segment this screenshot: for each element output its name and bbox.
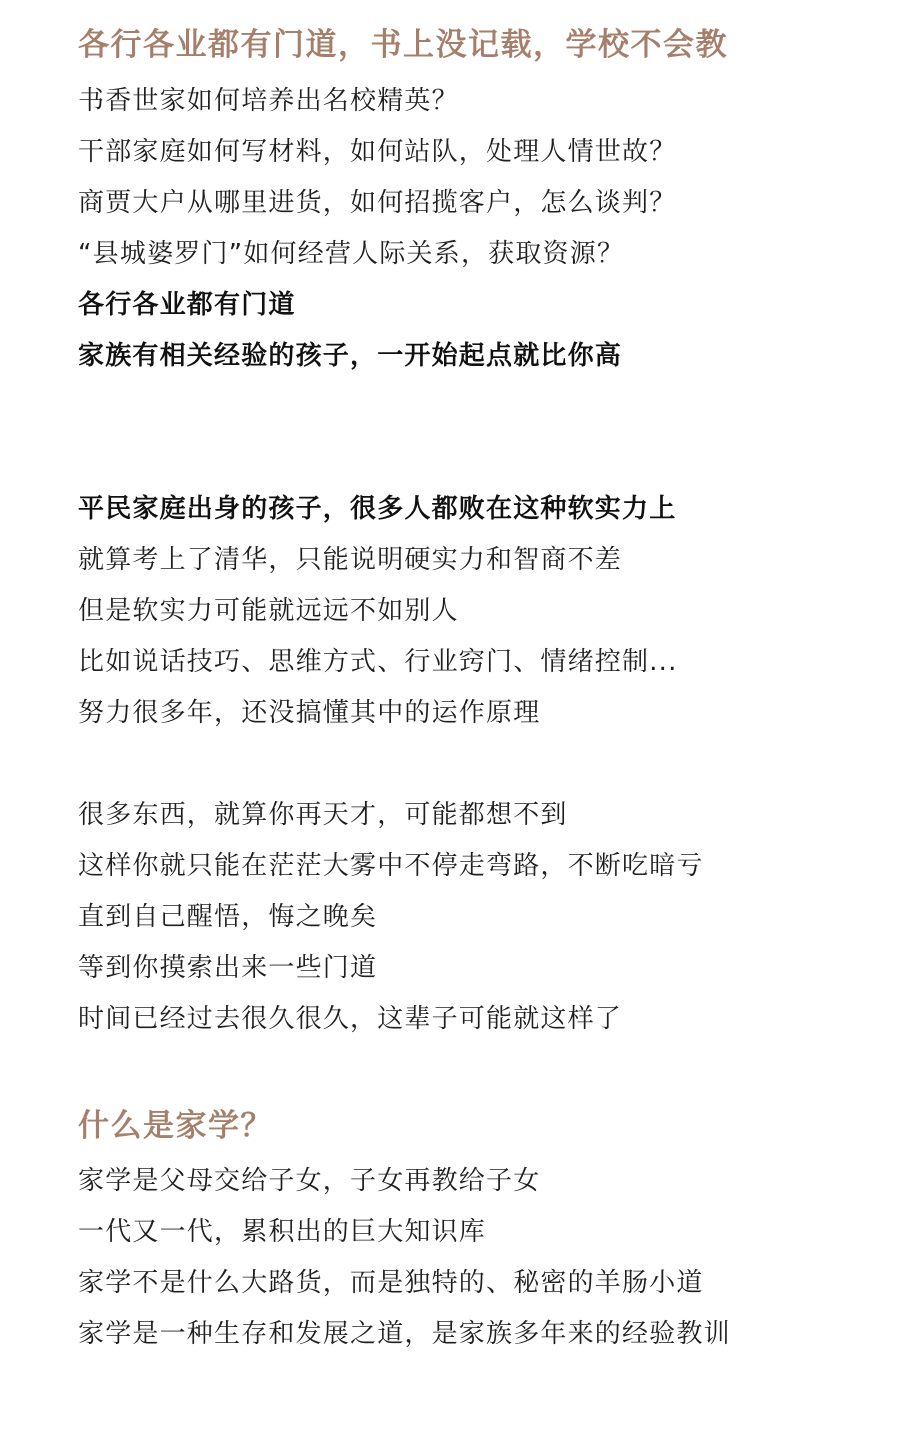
bold-text-line: 家族有相关经验的孩子，一开始起点就比你高 [78, 341, 623, 371]
bold-text-line: 平民家庭出身的孩子，很多人都败在这种软实力上 [78, 494, 677, 524]
text-line: 书香世家如何培养出名校精英？ [78, 86, 459, 116]
text-line: 比如说话技巧、思维方式、行业窍门、情绪控制... [78, 647, 678, 677]
text-line: 家学是父母交给子女，子女再教给子女 [78, 1166, 541, 1196]
text-line: 家学不是什么大路货，而是独特的、秘密的羊肠小道 [78, 1268, 704, 1298]
text-line: 很多东西，就算你再天才，可能都想不到 [78, 800, 568, 830]
text-line: 干部家庭如何写材料，如何站队，处理人情世故？ [78, 137, 677, 167]
text-line: 等到你摸索出来一些门道 [78, 953, 378, 983]
text-line: 努力很多年，还没搞懂其中的运作原理 [78, 698, 541, 728]
text-line: 这样你就只能在茫茫大雾中不停走弯路，不断吃暗亏 [78, 851, 704, 881]
text-line: “县城婆罗门”如何经营人际关系，获取资源？ [78, 239, 625, 269]
text-line: 就算考上了清华，只能说明硬实力和智商不差 [78, 545, 623, 575]
section-heading-jiaxue: 什么是家学？ [78, 1108, 273, 1144]
text-line: 商贾大户从哪里进货，如何招揽客户，怎么谈判？ [78, 188, 677, 218]
text-line: 家学是一种生存和发展之道，是家族多年来的经验教训 [78, 1319, 731, 1349]
text-line: 时间已经过去很久很久，这辈子可能就这样了 [78, 1004, 623, 1034]
text-line: 但是软实力可能就远远不如别人 [78, 596, 459, 626]
section-heading-menda: 各行各业都有门道，书上没记载，学校不会教 [78, 27, 728, 63]
text-line: 直到自己醒悟，悔之晚矣 [78, 902, 378, 932]
bold-text-line: 各行各业都有门道 [78, 290, 296, 320]
text-line: 一代又一代，累积出的巨大知识库 [78, 1217, 487, 1247]
